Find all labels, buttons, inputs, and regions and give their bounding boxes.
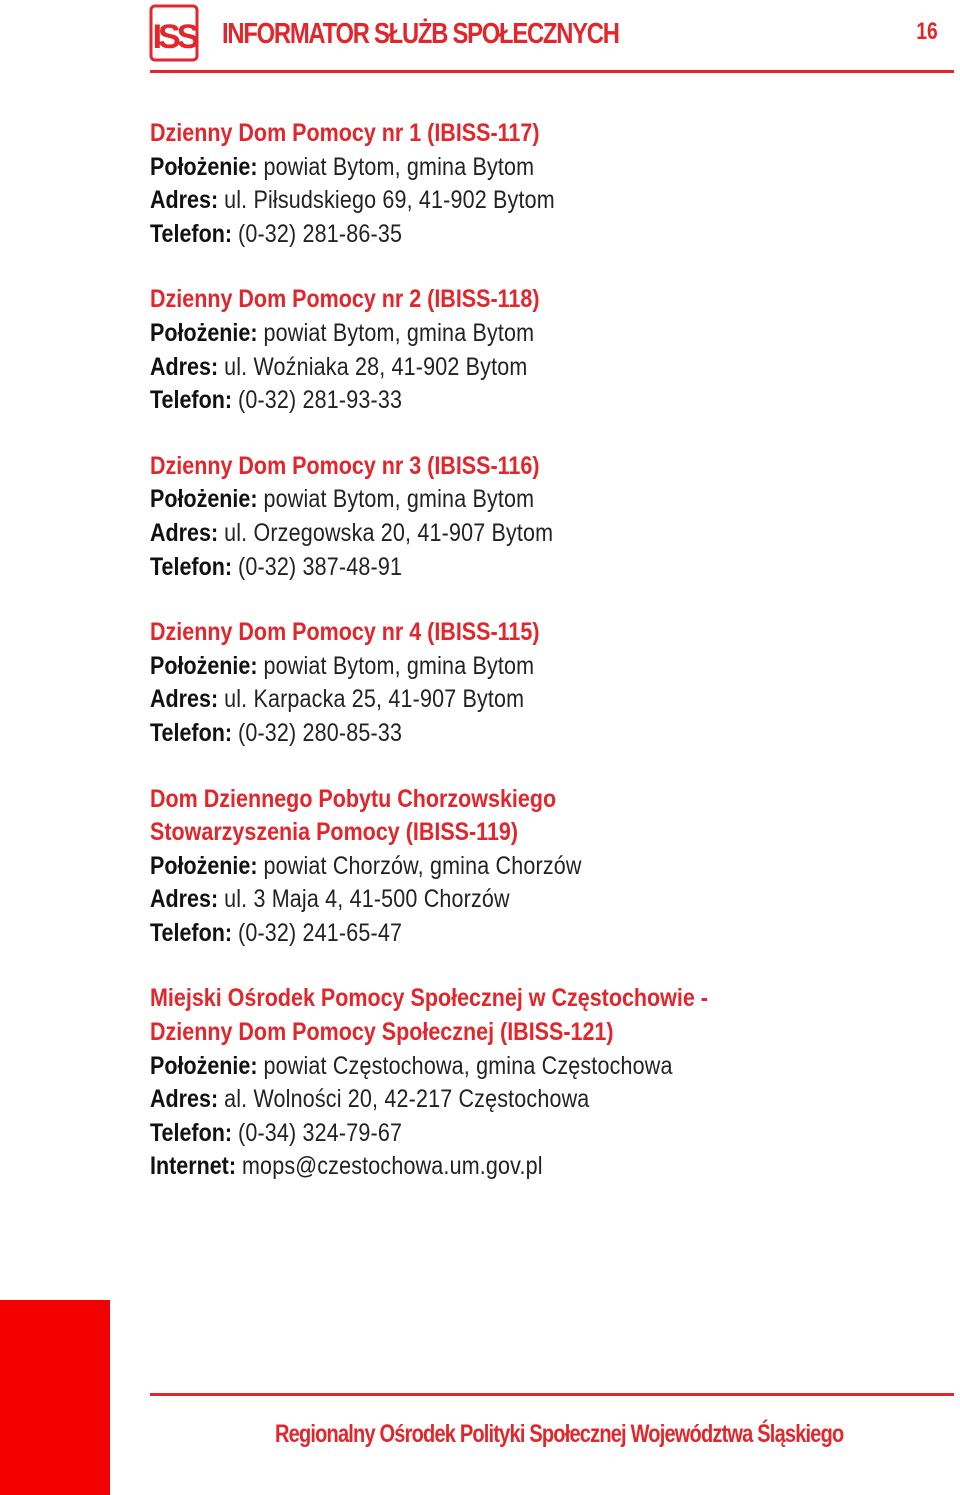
footer-red-block (0, 1300, 110, 1495)
header-title: INFORMATOR SŁUŻB SPOŁECZNYCH (222, 18, 619, 50)
address-field-label: Adres: (150, 885, 219, 914)
location-field-label: Położenie: (150, 485, 258, 514)
phone-field-label: Telefon: (150, 718, 233, 747)
institution-entry (150, 283, 940, 417)
address-field-value: ul. 3 Maja 4, 41-500 Chorzów (224, 885, 510, 914)
institution-name: Dzienny Dom Pomocy nr 1 (IBISS-117) (150, 119, 540, 147)
location-field (150, 850, 829, 884)
phone-field-value: (0-32) 281-86-35 (238, 219, 403, 248)
phone-field-label: Telefon: (150, 552, 233, 581)
address-field (150, 184, 829, 218)
phone-field-label: Telefon: (150, 1118, 233, 1147)
address-field-label: Adres: (150, 518, 219, 547)
institution-entry (150, 783, 940, 951)
location-field-value: powiat Bytom, gmina Bytom (263, 651, 535, 680)
phone-field-value: (0-32) 281-93-33 (238, 386, 403, 415)
phone-field (150, 717, 829, 751)
phone-field (150, 551, 829, 585)
address-field (150, 683, 829, 717)
phone-field-label: Telefon: (150, 918, 233, 947)
phone-field-value: (0-32) 280-85-33 (238, 718, 403, 747)
phone-field (150, 1117, 829, 1151)
institution-name: Dom Dziennego Pobytu Chorzowskiego (150, 784, 557, 813)
location-field-label: Położenie: (150, 851, 258, 880)
phone-field-value: (0-32) 241-65-47 (238, 918, 403, 947)
location-field (150, 483, 829, 517)
institution-name: Stowarzyszenia Pomocy (IBISS-119) (150, 818, 519, 847)
institution-list (150, 117, 940, 1216)
location-field (150, 650, 829, 684)
institution-entry (150, 117, 940, 251)
internet-field-label: Internet: (150, 1152, 236, 1181)
location-field-value: powiat Częstochowa, gmina Częstochowa (263, 1051, 673, 1080)
address-field-label: Adres: (150, 1085, 219, 1114)
institution-name: Dzienny Dom Pomocy Społecznej (IBISS-121) (150, 1018, 614, 1047)
institution-name: Dzienny Dom Pomocy nr 2 (IBISS-118) (150, 285, 540, 314)
address-field (150, 351, 829, 385)
phone-field-label: Telefon: (150, 386, 233, 415)
location-field-label: Położenie: (150, 152, 258, 181)
phone-field (150, 917, 829, 951)
logo-text: ISS (152, 18, 196, 56)
location-field-value: powiat Bytom, gmina Bytom (263, 152, 535, 181)
institution-entry (150, 616, 940, 750)
address-field-value: ul. Piłsudskiego 69, 41-902 Bytom (224, 186, 555, 215)
location-field-value: powiat Bytom, gmina Bytom (263, 485, 535, 514)
address-field (150, 883, 829, 917)
location-field-label: Położenie: (150, 1051, 258, 1080)
location-field-value: powiat Bytom, gmina Bytom (263, 318, 535, 347)
iss-logo (149, 4, 199, 62)
address-field-label: Adres: (150, 186, 219, 215)
institution-name: Miejski Ośrodek Pomocy Społecznej w Częstochowie - (150, 984, 708, 1013)
phone-field-value: (0-32) 387-48-91 (238, 552, 403, 581)
phone-field (150, 218, 829, 252)
institution-entry (150, 982, 940, 1184)
institution-name: Dzienny Dom Pomocy nr 4 (IBISS-115) (150, 618, 540, 647)
footer-divider (150, 1393, 954, 1396)
address-field-value: ul. Karpacka 25, 41-907 Bytom (224, 685, 525, 714)
institution-entry (150, 450, 940, 584)
location-field (150, 151, 829, 185)
location-field-label: Położenie: (150, 318, 258, 347)
internet-field-value[interactable]: mops@czestochowa.um.gov.pl (241, 1152, 543, 1181)
header-divider (150, 70, 954, 73)
phone-field (150, 384, 829, 418)
institution-name: Dzienny Dom Pomocy nr 3 (IBISS-116) (150, 451, 540, 480)
address-field-label: Adres: (150, 685, 219, 714)
location-field (150, 1050, 829, 1084)
address-field-label: Adres: (150, 352, 219, 381)
address-field-value: ul. Woźniaka 28, 41-902 Bytom (224, 352, 528, 381)
address-field-value: ul. Orzegowska 20, 41-907 Bytom (224, 518, 554, 547)
phone-field-label: Telefon: (150, 219, 233, 248)
location-field-label: Położenie: (150, 651, 258, 680)
phone-field-value: (0-34) 324-79-67 (238, 1118, 403, 1147)
internet-field (150, 1150, 829, 1184)
location-field (150, 317, 829, 351)
location-field-value: powiat Chorzów, gmina Chorzów (263, 851, 582, 880)
page-number: 16 (916, 18, 938, 45)
address-field (150, 517, 829, 551)
address-field-value: al. Wolności 20, 42-217 Częstochowa (224, 1085, 590, 1114)
footer-text: Regionalny Ośrodek Polityki Społecznej Województwa Śląskiego (275, 1420, 844, 1448)
address-field (150, 1083, 829, 1117)
